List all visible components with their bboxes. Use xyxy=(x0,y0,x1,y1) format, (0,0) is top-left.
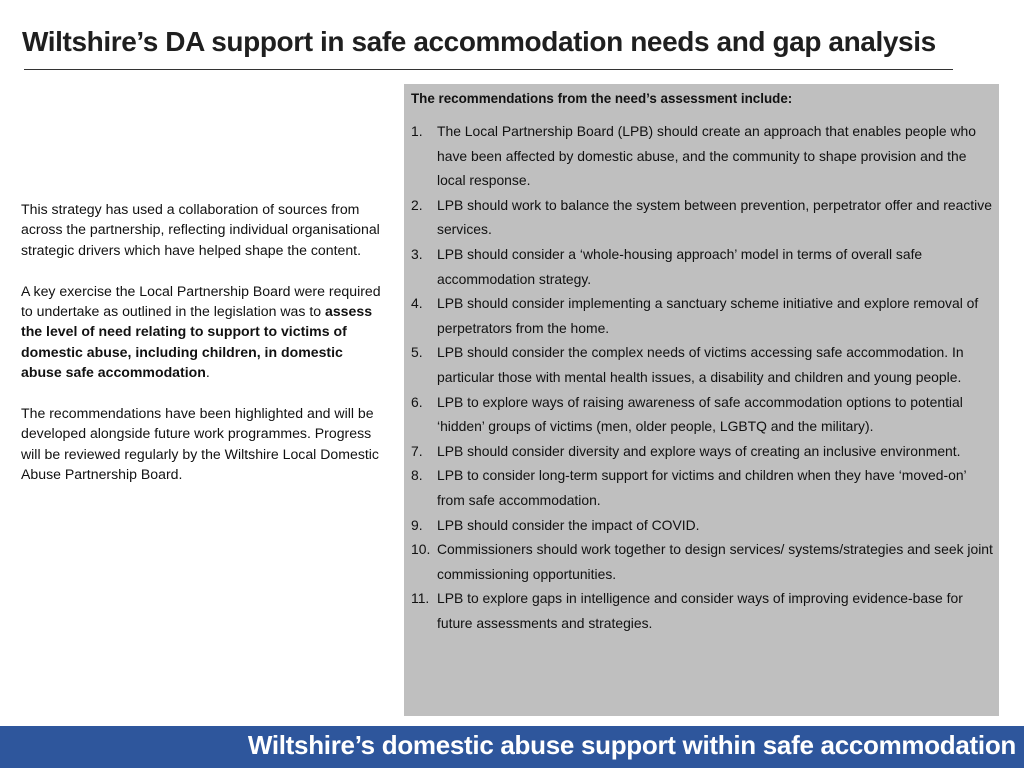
recommendations-heading: The recommendations from the need’s assessment include: xyxy=(411,91,793,106)
recommendation-item xyxy=(411,291,993,340)
recommendations-list xyxy=(411,119,993,635)
recommendation-item xyxy=(411,537,993,586)
recommendation-number: 8. xyxy=(411,467,423,484)
recommendation-text: LPB should work to balance the system between prevention, perpetrator offer and reactive services. xyxy=(437,196,992,238)
recommendation-text: LPB to consider long-term support for victims and children when they have ‘moved-on’ from safe accommodation. xyxy=(437,467,967,508)
recommendation-item xyxy=(411,586,993,635)
recommendation-number: 11. xyxy=(411,590,430,607)
recommendation-number: 2. xyxy=(411,196,423,213)
recommendation-number: 5. xyxy=(411,344,423,361)
strategy-paragraph-2 xyxy=(21,281,381,383)
recommendation-text: LPB should consider diversity and explore ways of creating an inclusive environment. xyxy=(437,442,961,459)
footer-title: Wiltshire’s domestic abuse support within safe accommodation xyxy=(247,730,1016,760)
recommendation-text: LPB to explore ways of raising awareness of safe accommodation options to potential ‘hidden’ groups of victims (men, older people, LGBTQ and the military). xyxy=(437,393,963,435)
recommendation-number: 4. xyxy=(411,295,423,312)
recommendation-number: 3. xyxy=(411,245,423,262)
strategy-paragraph-3: The recommendations have been highlighted and will be developed alongside future work programmes. Progress will be reviewed regularly by the Wiltshire Local Domestic Abuse Partnership Board. xyxy=(21,405,379,483)
strategy-description xyxy=(21,199,381,505)
strategy-paragraph-2-intro: A key exercise the Local Partnership Board were required to undertake as outlined in the legislation was to xyxy=(21,282,381,320)
recommendation-number: 6. xyxy=(411,393,423,410)
title-divider xyxy=(24,69,953,70)
recommendation-text: LPB should consider the complex needs of victims accessing safe accommodation. In particular those with mental health issues, a disability and children and young people. xyxy=(437,344,964,385)
recommendation-text: LPB should consider implementing a sanctuary scheme initiative and explore removal of perpetrators from the home. xyxy=(437,295,979,336)
strategy-paragraph-1: This strategy has used a collaboration of sources from across the partnership, reflecting individual organisational strategic drivers which have helped shape the content. xyxy=(21,201,380,258)
recommendation-text: Commissioners should work together to design services/ systems/strategies and seek joint commissioning opportunities. xyxy=(437,541,993,582)
recommendation-item xyxy=(411,439,993,464)
recommendations-box xyxy=(404,84,999,716)
recommendation-item xyxy=(411,119,993,193)
recommendation-item xyxy=(411,513,993,538)
recommendation-text: LPB should consider the impact of COVID. xyxy=(437,516,700,533)
recommendation-number: 1. xyxy=(411,123,423,139)
recommendation-text: LPB to explore gaps in intelligence and consider ways of improving evidence-base for future assessments and strategies. xyxy=(437,590,963,631)
recommendation-text: LPB should consider a ‘whole-housing approach’ model in terms of overall safe accommodation strategy. xyxy=(437,245,923,287)
recommendation-item xyxy=(411,242,993,291)
footer-bar xyxy=(0,726,1024,768)
recommendation-text: The Local Partnership Board (LPB) should create an approach that enables people who have been affected by domestic abuse, and the community to shape provision and the local response. xyxy=(437,123,976,189)
strategy-paragraph-2-emphasis: assess the level of need relating to support to victims of domestic abuse, including children, in domestic abuse safe accommodation xyxy=(21,303,373,381)
recommendation-number: 9. xyxy=(411,516,423,533)
recommendation-number: 10. xyxy=(411,541,431,558)
slide-title: Wiltshire’s DA support in safe accommodation needs and gap analysis xyxy=(22,26,936,57)
strategy-paragraph-2-end: . xyxy=(205,364,210,381)
recommendation-item xyxy=(411,340,993,389)
recommendation-item xyxy=(411,390,993,439)
recommendation-number: 7. xyxy=(411,442,423,459)
recommendation-item xyxy=(411,463,993,512)
recommendation-item xyxy=(411,193,993,242)
